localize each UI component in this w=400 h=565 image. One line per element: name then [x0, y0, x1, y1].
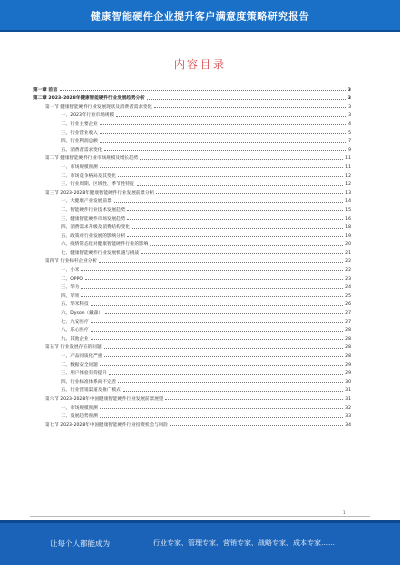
- toc-entry-page: 31: [345, 388, 351, 394]
- toc-entry[interactable]: [33, 101, 351, 110]
- toc-leader-dots: [132, 228, 343, 229]
- toc-entry-label: 二、行业主要企业: [61, 121, 98, 127]
- toc-leader-dots: [85, 279, 343, 280]
- toc-entry-label: 二、OPPO: [61, 276, 83, 282]
- toc-leader-dots: [141, 253, 343, 254]
- toc-entry[interactable]: [33, 187, 351, 196]
- toc-entry[interactable]: [33, 342, 351, 351]
- toc-entry-label: 九、其他企业: [61, 336, 89, 342]
- toc-entry-page: 21: [345, 250, 351, 256]
- toc-entry-label: 三、华为: [61, 285, 80, 291]
- toc-leader-dots: [100, 408, 343, 409]
- toc-entry-page: 30: [345, 379, 351, 385]
- toc-entry[interactable]: [33, 204, 351, 213]
- toc-entry[interactable]: [33, 393, 351, 402]
- toc-entry-label: 一、产品同质化严重: [61, 354, 103, 359]
- toc-entry[interactable]: [33, 161, 351, 170]
- toc-entry-page: 27: [345, 319, 351, 325]
- toc-leader-dots: [150, 245, 343, 246]
- table-of-contents: [33, 84, 351, 428]
- toc-leader-dots: [104, 356, 343, 357]
- toc-entry[interactable]: [33, 402, 351, 411]
- toc-entry-label: 二、市场竞争格局及其变化: [61, 173, 117, 179]
- toc-entry-label: 四、行业利润总额: [61, 139, 98, 145]
- toc-entry-label: 五、华米科技: [61, 302, 89, 308]
- toc-entry-page: 4: [348, 121, 351, 127]
- toc-entry-page: 28: [345, 328, 351, 334]
- toc-entry-label: 三、行业营业收入: [61, 130, 98, 136]
- toc-entry[interactable]: [33, 256, 351, 265]
- toc-entry[interactable]: [33, 273, 351, 282]
- toc-entry-page: 15: [345, 207, 351, 213]
- toc-entry-label: 四、行业标准体系尚不完善: [61, 379, 117, 385]
- toc-entry-page: 3: [348, 113, 351, 119]
- toc-entry-page: 19: [345, 233, 351, 239]
- toc-leader-dots: [137, 185, 344, 186]
- toc-entry-page: 29: [345, 371, 351, 377]
- footer-experts: 行业专家、管理专家、营销专家、战略专家、成本专家……: [153, 539, 335, 547]
- toc-entry[interactable]: [33, 247, 351, 256]
- toc-leader-dots: [91, 339, 344, 340]
- toc-entry-label: 第六节 2023-2028年中国健康智能硬件行业发展前景展望: [45, 396, 164, 402]
- header-stripe: [0, 30, 400, 32]
- toc-leader-dots: [140, 159, 343, 160]
- toc-entry-page: 29: [345, 362, 351, 368]
- toc-entry-page: 22: [345, 268, 351, 274]
- toc-entry[interactable]: [33, 411, 351, 420]
- toc-entry-page: 14: [345, 199, 351, 205]
- toc-entry-label: 第三节 2023-2028年健康智能硬件行业发展前景分析: [45, 190, 155, 196]
- toc-entry-page: 24: [345, 285, 351, 291]
- toc-entry-page: 32: [345, 405, 351, 411]
- toc-entry[interactable]: [33, 325, 351, 334]
- toc-leader-dots: [91, 331, 344, 332]
- toc-entry[interactable]: [33, 385, 351, 394]
- toc-leader-dots: [104, 150, 346, 151]
- toc-entry-label: 第四节 行业标杆企业分析: [45, 259, 97, 265]
- toc-entry[interactable]: [33, 179, 351, 188]
- toc-entry-label: 三、用户体验有待提升: [61, 371, 107, 377]
- toc-leader-dots: [104, 348, 344, 349]
- toc-entry[interactable]: [33, 222, 351, 231]
- toc-entry-label: 一、市场规模预测: [61, 405, 98, 411]
- toc-entry-label: 第二节 健康智能硬件行业市场规模及增长趋势: [45, 156, 139, 162]
- toc-entry-label: 一、小米: [61, 268, 80, 274]
- toc-entry-page: 7: [348, 139, 351, 145]
- toc-entry[interactable]: [33, 376, 351, 385]
- toc-leader-dots: [118, 382, 343, 383]
- toc-entry-page: 33: [345, 414, 351, 420]
- toc-entry[interactable]: [33, 144, 351, 153]
- toc-entry[interactable]: [33, 136, 351, 145]
- toc-entry[interactable]: [33, 127, 351, 136]
- toc-entry-label: 七、九安医疗: [61, 319, 89, 325]
- toc-leader-dots: [127, 210, 343, 211]
- toc-entry-label: 一、2023年行业市场规模: [61, 113, 115, 119]
- toc-entry-page: 31: [345, 396, 351, 402]
- toc-leader-dots: [116, 116, 346, 117]
- toc-entry-page: 23: [345, 276, 351, 282]
- toc-leader-dots: [100, 167, 343, 168]
- toc-leader-dots: [147, 99, 346, 100]
- toc-leader-dots: [109, 374, 343, 375]
- toc-entry-label: 一、大健康产业发展前景: [61, 199, 112, 205]
- toc-entry-page: 9: [348, 147, 351, 153]
- toc-entry-label: 五、政策对行业发展的影响分析: [61, 233, 126, 239]
- toc-leader-dots: [127, 236, 343, 237]
- page-number: 1: [343, 510, 346, 515]
- toc-leader-dots: [100, 133, 346, 134]
- toc-leader-dots: [100, 417, 343, 418]
- toc-entry-label: 四、苹果: [61, 293, 80, 299]
- toc-entry-label: 第五节 行业发展存在的问题: [45, 345, 102, 351]
- toc-leader-dots: [170, 425, 343, 426]
- toc-entry[interactable]: [33, 359, 351, 368]
- toc-leader-dots: [91, 305, 344, 306]
- toc-entry-page: 12: [345, 182, 351, 188]
- toc-entry-page: 5: [348, 130, 351, 136]
- toc-entry-page: 16: [345, 216, 351, 222]
- toc-entry[interactable]: [33, 299, 351, 308]
- toc-entry-page: 13: [345, 190, 351, 196]
- toc-leader-dots: [156, 193, 343, 194]
- footer-top-stripe: [0, 520, 400, 523]
- toc-leader-dots: [154, 107, 346, 108]
- toc-entry-page: 28: [345, 354, 351, 359]
- footer-slogan: 让每个人都能成为: [50, 539, 110, 548]
- toc-leader-dots: [127, 219, 343, 220]
- toc-entry-page: 11: [345, 156, 351, 162]
- toc-entry[interactable]: [33, 282, 351, 291]
- toc-entry-page: 12: [345, 173, 351, 179]
- toc-entry[interactable]: [33, 213, 351, 222]
- toc-entry-page: 20: [345, 242, 351, 248]
- toc-leader-dots: [60, 90, 346, 91]
- toc-entry-page: 22: [345, 259, 351, 265]
- toc-entry-label: 六、Dyson（戴森）: [61, 311, 103, 317]
- toc-entry-label: 三、行业周期、区域性、季节性特征: [61, 182, 135, 188]
- toc-leader-dots: [118, 176, 343, 177]
- toc-title: 内容目录: [174, 58, 226, 71]
- toc-leader-dots: [81, 296, 343, 297]
- toc-entry[interactable]: [33, 239, 351, 248]
- toc-leader-dots: [114, 202, 344, 203]
- toc-entry-label: 二、数据安全问题: [61, 362, 98, 368]
- toc-leader-dots: [165, 399, 343, 400]
- toc-entry-label: 一、市场规模预测: [61, 164, 98, 170]
- toc-entry-page: 11: [345, 164, 351, 170]
- toc-entry[interactable]: [33, 230, 351, 239]
- toc-entry-label: 八、乐心医疗: [61, 328, 89, 334]
- toc-leader-dots: [100, 142, 346, 143]
- toc-entry-page: 28: [345, 336, 351, 342]
- toc-leader-dots: [99, 262, 343, 263]
- footer-divider: [30, 516, 370, 517]
- toc-entry-label: 五、消费者需求变化: [61, 147, 103, 153]
- toc-leader-dots: [105, 313, 343, 314]
- toc-entry-page: 3: [347, 87, 351, 93]
- toc-entry[interactable]: [33, 110, 351, 119]
- toc-entry[interactable]: [33, 419, 351, 428]
- toc-entry[interactable]: [33, 170, 351, 179]
- toc-entry[interactable]: [33, 316, 351, 325]
- toc-entry-page: 27: [345, 311, 351, 317]
- toc-entry[interactable]: [33, 307, 351, 316]
- toc-entry-label: 七、健康智能硬件行业发展机遇与挑战: [61, 250, 140, 256]
- toc-entry-label: 五、行业营销渠道及推广模式: [61, 388, 121, 394]
- toc-entry[interactable]: [33, 368, 351, 377]
- report-title: 健康智能硬件企业提升客户满意度策略研究报告: [90, 12, 310, 23]
- toc-leader-dots: [81, 288, 343, 289]
- toc-entry[interactable]: [33, 196, 351, 205]
- toc-entry[interactable]: [33, 153, 351, 162]
- toc-entry-label: 六、疫情常态化对健康智能硬件行业的影响: [61, 242, 149, 248]
- toc-entry-page: 25: [345, 293, 351, 299]
- toc-entry-page: 28: [345, 345, 351, 351]
- toc-entry-label: 三、健康智能硬件市场发展趋势: [61, 216, 126, 222]
- toc-entry-page: 18: [345, 225, 351, 231]
- toc-entry[interactable]: [33, 350, 351, 359]
- toc-entry-page: 34: [345, 422, 351, 428]
- toc-leader-dots: [81, 270, 343, 271]
- toc-entry-label: 二、智能硬件行业技术发展趋势: [61, 207, 126, 213]
- toc-entry-page: 26: [345, 302, 351, 308]
- toc-entry[interactable]: [33, 290, 351, 299]
- toc-entry[interactable]: [33, 118, 351, 127]
- toc-entry-label: 四、消费需求升级及消费结构变化: [61, 225, 130, 231]
- toc-leader-dots: [123, 391, 343, 392]
- toc-entry-label: 第二章 2023-2028年健康智能硬件行业发展趋势分析: [33, 96, 145, 102]
- toc-entry[interactable]: [33, 93, 351, 102]
- toc-entry-page: 3: [347, 96, 351, 102]
- footer-bar: [0, 520, 400, 565]
- toc-leader-dots: [91, 322, 344, 323]
- toc-entry[interactable]: [33, 264, 351, 273]
- toc-entry[interactable]: [33, 84, 351, 93]
- toc-entry-label: 第一节 健康智能硬件行业发展现状及消费者需求变化: [45, 104, 153, 110]
- toc-leader-dots: [100, 124, 346, 125]
- toc-entry-label: 第一章 前言: [33, 87, 58, 93]
- toc-entry-label: 第七节 2023-2028年中国健康智能硬件行业投资机会与风险: [45, 422, 168, 428]
- toc-entry-page: 3: [348, 104, 351, 110]
- toc-entry-label: 二、发展趋势预测: [61, 414, 98, 420]
- toc-entry[interactable]: [33, 333, 351, 342]
- toc-leader-dots: [100, 365, 343, 366]
